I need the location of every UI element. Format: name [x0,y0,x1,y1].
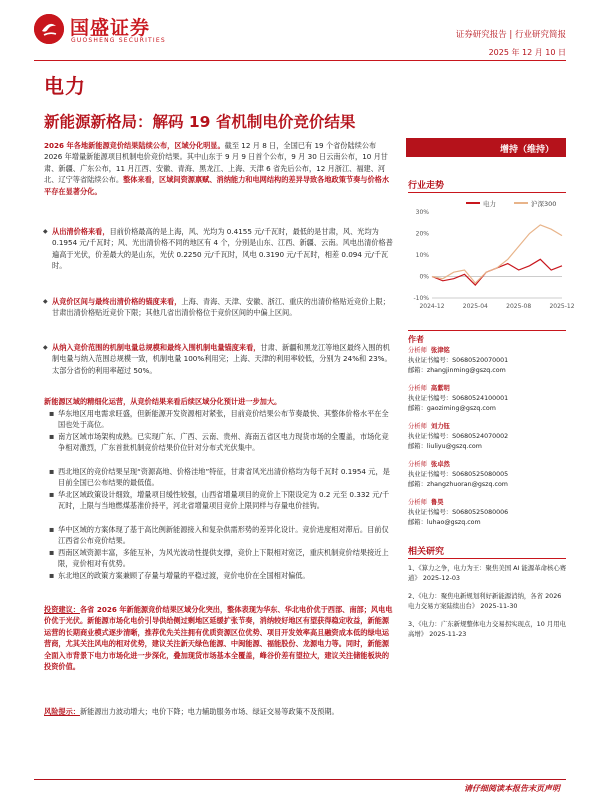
analyst-email[interactable]: 邮箱：zhangzhuoran@gszq.com [408,481,508,488]
footer-disclaimer[interactable]: 请仔细阅读本报告末页声明 [464,784,560,793]
analyst-card [408,384,566,414]
bullet-body: 上海、青海、天津、安徽、浙江、重庆的出清价格贴近竞价上限；甘肃出清价格贴近竞价下限；其他几省出清价格位于竞价区间的中偏上区间。 [52,297,390,318]
page-title: 新能源新格局：解码 19 省机制电价竞价结果 [44,113,356,131]
report-date: 2025 年 12 月 10 日 [488,48,566,57]
region-item-southwest: ▪ 西南区域资源丰富，多能互补，为风光波动性提供支撑，竞价上下限相对宽泛，重庆机制竞价结果接近上限，竞价相对有优势。 [58,547,394,570]
analyst-role: 分析师 [408,461,427,468]
region-item-central: ▪ 华中区域的方案体现了基于高比例新能源接入和复杂供需形势的差异化设计。竞价进度相对滞后。目前仅江西省公布竞价结果。 [58,524,394,547]
trend-heading: 行业走势 [408,181,445,191]
analyst-divider [408,330,566,331]
analyst-card [408,346,566,376]
analyst-card [408,460,566,490]
related-item[interactable] [408,563,568,584]
related-item[interactable] [408,591,568,612]
investment-advice [44,604,394,672]
analyst-role: 分析师 [408,347,427,354]
analyst-email[interactable]: 邮箱：liuliyu@gszq.com [408,443,482,450]
analyst-cert: 执业证书编号：S0680525080006 [408,509,509,516]
intro-body: 截至 12 月 8 日，全国已有 19 个省份陆续公布 2026 年增量新能源项目机制电价竞价结果。其中山东于 9 月 9 日首个公布，9 月 30 日云南公布，10 月甘肃、新疆、广东公布，11 月江西、安徽、青海、黑龙江、上海、天津 6 省先后公布，12 月浙江、福建、河北、辽宁等省陆续公布。 [44,141,388,185]
risk-body: 新能源出力波动增大；电价下降；电力辅助服务市场、绿证交易等政策不及预期。 [79,707,339,716]
region-item-south: ▪ 南方区域市场架构成熟。已实现广东、广西、云南、贵州、海南五省区电力现货市场的全覆盖，市场化竞争相对激烈，广东首批机制竞价结果价位针对分布式光伏集中。 [58,431,394,454]
brand-name: 国盛证券 [70,17,151,39]
intro-lead: 2026 年各地新能源竞价结果陆续公布，区域分化明显。 [44,141,225,150]
bullet-body: 甘肃、新疆和黑龙江等地区最终入围的机制电量与纳入范围总规模一致，机制电量 100%利用完；上海、天津的利用率较低，分别为 24%和 23%。太部分省份的利用率超过 50%。 [52,343,392,375]
brand-name-en: GUOSHENG SECURITIES [71,37,166,44]
bullet-lead: 从纳入竞价范围的机制电量总规模和最终入围机制电量锚度来看， [52,343,261,352]
y-tick-label: 0% [419,273,429,281]
section-regional-lead: 新能源区域的精细化运营，从竞价结果来看后续区域分化预计进一步加大。 [44,397,282,406]
bullet-lead: 从出清价格来看， [52,227,110,236]
x-tick-label: 2025-12 [549,303,575,310]
analyst-email[interactable]: 邮箱：gaoziming@gszq.com [408,405,496,412]
analyst-email[interactable]: 邮箱：luhao@gszq.com [408,519,481,526]
analyst-email[interactable]: 邮箱：zhangjinming@gszq.com [408,367,506,374]
analyst-cert: 执业证书编号：S0680524100001 [408,395,509,402]
analyst-name: 刘力钰 [430,423,450,430]
bullet-volume [52,342,394,376]
analyst-name: 张卓然 [430,461,450,468]
analysts-heading: 作者 [408,335,424,344]
analyst-cert: 执业证书编号：S0680520070001 [408,357,509,364]
related-divider [408,558,566,559]
x-tick-label: 2025-04 [462,303,488,310]
analyst-name: 鲁昊 [430,499,444,506]
footer-divider [34,779,566,780]
bullet-clearing-price [52,226,394,272]
bullet-lead: 从竞价区间与最终出清价格的锚度来看， [52,297,182,306]
region-item-north: ▪ 华北区域政策设计细致，增量项目缓性较强，山西省增量项目的竞价上下限设定为 0.2 元至 0.332 元/千瓦时，上限与当地燃煤基准价持平，河北省增量项目竞价上限同样与存量电价挂钩。 [58,489,394,512]
y-tick-label: -10% [413,295,429,302]
related-heading: 相关研究 [408,547,445,557]
analyst-card [408,422,566,452]
region-item-east: ▪ 华东地区用电需求旺盛，但新能源开发资源相对紧张，目前竞价结果公布节奏最快、其整体价格水平在全国也处于高位。 [58,408,394,431]
legend-label: 电力 [483,200,496,208]
related-date: 2025-11-23 [429,630,467,639]
investment-body: 各省 2026 年新能源竞价结果区域分化突出，整体表现为华东、华北电价优于西部、南部；风电电价优于光伏。新能源市场化电价引导供给侧过剩地区延缓扩张节奏，消纳较好地区有望获得稳定收益，新能源运营的长期商业模式逐步清晰，推荐优先关注拥有优质资源区位优势、项目开发效率高且融资成本低的绿电运营商，尤其关注风电的相对优势，建议关注新天绿色能源、中闽能源、福能股份、龙源电力等。同时，新能源全面入市背景下电力市场化进一步深化，叠加现货市场基本全覆盖，峰谷价差有望拉大，建议关注储能板块的投资价值。 [44,605,393,672]
risk-label: 风险提示： [44,707,80,716]
y-tick-label: 30% [415,209,429,216]
industry-trend-chart [404,198,575,320]
analyst-cert: 执业证书编号：S0680525080005 [408,471,509,478]
trend-divider [408,192,566,193]
analyst-name: 张津铭 [430,347,450,354]
bullet-body: 目前价格最高的是上海，风、光均为 0.4155 元/千瓦时，最低的是甘肃，风、光均为 0.1954 元/千瓦时；风、光出清价格不同的地区有 4 个，分别是山东、江西、新疆、云南。风电出清价格普遍高于光伏，价差最大的是山东，光伏 0.2250 元/千瓦时，风电 0.3190 元/千瓦时，相差 0.094 元/千瓦时。 [52,227,393,271]
rating-label: 增持（维持） [499,145,554,155]
analyst-role: 分析师 [408,385,427,392]
analyst-role: 分析师 [408,423,427,430]
y-tick-label: 20% [415,230,429,238]
sector-title: 电力 [44,74,86,98]
intro-tail: 整体来看，区域间资源禀赋、消纳能力和电网结构的差异导致各地政策节奏与价格水平存在显著分化。 [44,175,390,196]
related-text: 2、《电力：聚焦电新规划利好新能源消纳，各省 2026 电力交易方案陆续出台》 [408,592,562,611]
analyst-card [408,498,566,528]
related-text: 3、《电力：广东新规整体电力交易拐实现点，10 月用电高增》 [408,620,567,639]
related-text: 1、《算力之争，电力为王：聚焦美国 AI 能源革命核心赛道》 [408,564,567,583]
x-tick-label: 2024-12 [419,303,445,310]
investment-label: 投资建议： [44,605,80,614]
bullet-bid-range [52,296,394,319]
analyst-role: 分析师 [408,499,427,506]
related-item[interactable] [408,619,568,640]
region-item-northeast: ▪ 东北地区的政策方案兼顾了存量与增量的平稳过渡，竞价电价在全国相对偏低。 [58,570,394,581]
related-date: 2025-12-03 [422,574,460,583]
series-line [432,225,562,283]
related-date: 2025-11-30 [480,602,518,611]
brand-logo-icon [34,14,64,44]
report-type: 证券研究报告 | 行业研究简报 [455,30,566,40]
analyst-name: 高紫明 [430,385,450,392]
x-tick-label: 2025-08 [506,303,532,310]
risk-warning [44,706,394,717]
intro-paragraph [44,140,394,197]
y-tick-label: 10% [415,252,429,259]
region-item-northwest: ▪ 西北地区的竞价结果呈现“资源高地、价格洼地”特征，甘肃省风光出清价格均为每千瓦时 0.1954 元，是目前全国已公布结果的最低值。 [58,466,394,489]
legend-label: 沪深300 [531,200,557,208]
series-line [432,259,562,285]
analyst-cert: 执业证书编号：S0680524070002 [408,433,509,440]
header-divider [34,60,566,61]
